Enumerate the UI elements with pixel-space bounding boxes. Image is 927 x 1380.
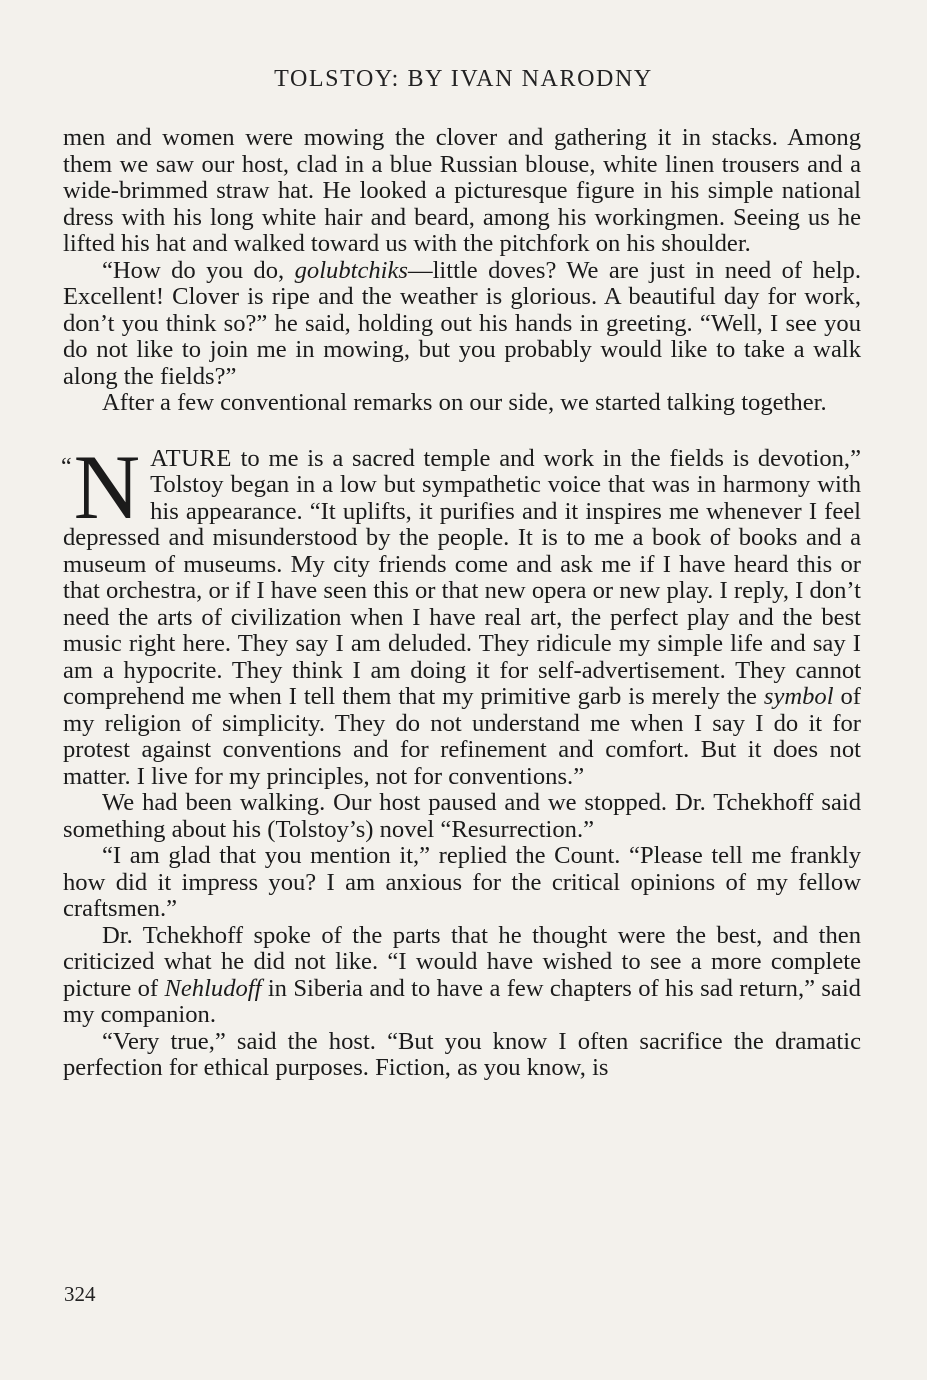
paragraph-5: We had been walking. Our host paused and we stopped. Dr. Tchekhoff said something about his (Tolstoy’s) novel “Resurrection.” xyxy=(63,789,861,843)
paragraph-2 xyxy=(63,258,861,391)
paragraph-4-text-a: to me is a sacred temple and work in the fields is devotion,” Tolstoy began in a low but sympathetic voice that was in harmony with his appearance. “It uplifts, it purifies and it inspires me whenever I feel depressed and misunderstood by the people. It is to me a book of books and a museum of museums. My city friends come and ask me if I have heard this or that orchestra, or if I have seen this or that new opera or new play. I reply, I don’t need the arts of civilization when I have real art, the perfect play and the best music right here. They say I am deluded. They ridicule my simple life and say I am a hypocrite. They think I am doing it for self-advertisement. They cannot comprehend me when I tell them that my primitive garb is merely the xyxy=(63,444,861,710)
running-head: TOLSTOY: BY IVAN NARODNY xyxy=(274,66,653,92)
drop-cap xyxy=(61,435,141,538)
paragraph-4-text-b: of my religion of simplicity. They do not understand me when I say I do it for protest against conventions and for refinement and comfort. But it does not matter. I live for my principles, not for conventions.” xyxy=(63,683,861,790)
body-text xyxy=(63,125,861,1082)
paragraph-7 xyxy=(63,923,861,1029)
paragraph-1: men and women were mowing the clover and gathering it in stacks. Among them we saw our host, clad in a blue Russian blouse, white linen trousers and a wide-brimmed straw hat. He looked a picturesque figure in his simple national dress with his long white hair and beard, among his workingmen. Seeing us he lifted his hat and walked toward us with the pitchfork on his shoulder. xyxy=(63,124,861,257)
paragraph-7-text-a: Dr. Tchekhoff spoke of the parts that he thought were the best, and then criticized what he did not like. “I would have wished to see a more complete picture of xyxy=(63,921,861,1002)
paragraph-3: After a few conventional remarks on our side, we started talking together. xyxy=(102,389,827,416)
paragraph-8: “Very true,” said the host. “But you know I often sacrifice the dramatic perfection for ethical purposes. Fiction, as you know, is xyxy=(63,1027,861,1081)
paragraph-2-text-b: —little doves? We are just in need of help. Excellent! Clover is ripe and the weather is glorious. A beautiful day for work, don’t you think so?” he said, holding out his hands in greeting. “Well, I see you do not like to join me in mowing, but you probably would like to take a walk along the fields?” xyxy=(63,256,861,390)
drop-cap-letter: N xyxy=(73,435,141,538)
paragraph-7-italic: Nehludoff xyxy=(164,974,262,1002)
paragraph-2-italic: golubtchiks xyxy=(294,256,408,284)
paragraph-4-italic: symbol xyxy=(763,683,834,710)
drop-cap-open-quote: “ xyxy=(61,453,72,480)
paragraph-6: “I am glad that you mention it,” replied the Count. “Please tell me frankly how did it impress you? I am anxious for the critical opinions of my fellow craftsmen.” xyxy=(63,842,861,922)
page-number: 324 xyxy=(64,1282,96,1306)
paragraph-4 xyxy=(61,435,861,791)
paragraph-7-text-b: in Siberia and to have a few chapters of his sad return,” said my companion. xyxy=(63,974,861,1028)
paragraph-2-text-a: “How do you do, xyxy=(102,256,295,284)
paragraph-4-smallcaps: ATURE xyxy=(150,444,232,472)
